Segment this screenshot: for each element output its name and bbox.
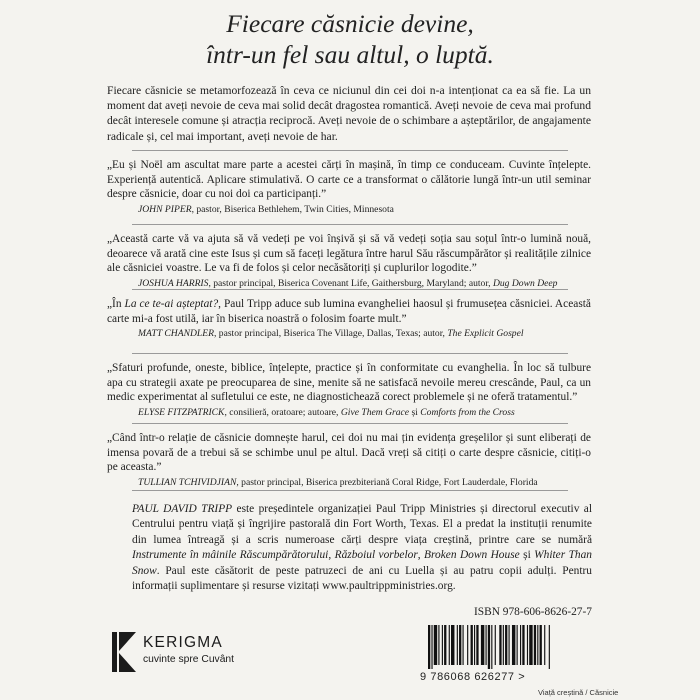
book-title: Instrumente în mâinile Răscumpărătorului — [132, 549, 329, 562]
endorsement-attribution — [107, 203, 591, 216]
endorser-book: Give Them Grace — [340, 406, 410, 418]
kerigma-k-icon — [112, 632, 138, 672]
endorsement-text: „În La ce te-ai așteptat?, Paul Tripp aduce sub lumina evangheliei haosul și frumusețea căsniciei. Această carte mi-a fost utilă, iar în biserica noastră o folosim foarte mult.” — [107, 298, 591, 325]
divider — [132, 150, 568, 151]
author-name: PAUL DAVID TRIPP — [132, 503, 233, 515]
endorser-role: , pastor, Biserica Bethlehem, Twin Cities, Minnesota — [191, 203, 394, 215]
publisher-name: KERIGMA — [143, 634, 223, 651]
divider — [132, 423, 568, 424]
intro-paragraph: Fiecare căsnicie se metamorfozează în ceva ce niciunul din cei doi n-a intenționat ca ea să fie. La un moment dat aveți nevoie de ceva mai solid decât dragostea romantică. Aveți nevoie de ceva mai profund decât interesele comune și atracția reciprocă. Aveți nevoie de o schimbare a așteptărilor, de angajamente radicale și, cel mai important, aveți nevoie de har. — [107, 84, 591, 143]
endorser-role: , consilieră, oratoare; autoare, — [224, 406, 341, 418]
author-bio: PAUL DAVID TRIPP este președintele organizației Paul Tripp Ministries și directorul executiv al Centrului pentru viață și îngrijire pastorală din Fort Worth, Texas. El a predat la instituții renumite din lumea întreagă și a scris numeroase cărți despre viața creștină, printre care se numără Instrumente în mâinile Răscumpărătorului, Războiul vorbelor, Broken Down House și Whiter Than Snow. Paul este căsătorit de peste patruzeci de ani cu Luella și au patru copii adulți. Pentru informații suplimentare și resurse vizitați www.paultrippministries.org. — [132, 503, 593, 593]
barcode — [420, 625, 600, 685]
headline — [0, 8, 700, 70]
endorsement-4 — [107, 361, 591, 419]
endorsement-1 — [107, 158, 591, 216]
endorsement-2 — [107, 232, 591, 290]
book-title: Broken Down House — [424, 549, 520, 562]
endorser-name: JOHN PIPER — [138, 203, 192, 215]
endorser-role: , pastor principal, Biserica Covenant Life, Gaithersburg, Maryland; autor, — [208, 277, 493, 289]
divider — [132, 224, 568, 225]
endorser-role: , pastor principal, Biserica The Village, Dallas, Texas; autor, — [213, 328, 448, 340]
quoted-book-title: La ce te-ai așteptat? — [124, 298, 219, 310]
endorser-name: ELYSE FITZPATRICK — [138, 406, 225, 418]
divider — [132, 353, 568, 354]
endorsement-text: „Când într-o relație de căsnicie domnește harul, cei doi nu mai țin evidența greșelilor și sunt eliberați de imensa povară de a trebui să se schimbe unul pe altul. Dacă vreți să citiți o carte despre căsnicie, citiți-o pe aceasta.” — [107, 432, 591, 474]
headline-line-2: într-un fel sau altul, o luptă. — [206, 40, 494, 69]
endorser-book-2: Comforts from the Cross — [420, 406, 515, 418]
series-label: Viață creștină / Căsnicie — [538, 688, 619, 697]
endorsement-attribution: ELYSE FITZPATRICK, consilieră, oratoare; autoare, Give Them Grace și Comforts from the Cross — [138, 406, 515, 418]
endorsement-attribution — [107, 277, 591, 290]
book-title: Whiter Than Snow — [132, 549, 593, 577]
book-title: Războiul vorbelor — [334, 549, 418, 562]
endorsement-3 — [107, 297, 591, 340]
isbn: ISBN 978-606-8626-27-7 — [473, 606, 592, 618]
endorser-name: JOSHUA HARRIS — [138, 277, 209, 289]
endorsement-attribution — [107, 476, 591, 489]
endorsement-5 — [107, 431, 591, 489]
barcode-bars — [428, 625, 600, 669]
endorser-name: MATT CHANDLER — [138, 328, 214, 340]
headline-line-1: Fiecare căsnicie devine, — [226, 9, 474, 38]
divider — [132, 490, 568, 491]
endorser-book: The Explicit Gospel — [447, 328, 524, 340]
barcode-number: 9 786068 626277 > — [420, 671, 526, 683]
publisher-tagline: cuvinte spre Cuvânt — [143, 654, 235, 665]
endorser-role: , pastor principal, Biserica prezbiteriană Coral Ridge, Fort Lauderdale, Florida — [236, 476, 538, 488]
endorser-name: TULLIAN TCHIVIDJIAN — [138, 476, 237, 488]
endorsement-text: „Sfaturi profunde, oneste, biblice, înțelepte, practice și în conformitate cu evanghelia. În loc să tulbure apa cu strategii axate pe preocuparea de sine, menite să ne satisfacă nevoile mereu crescânde, Paul, ca un medic experimentat al sufletului ce este, ne diagnostichează corect problemele și ne oferă tratamentul.” — [107, 362, 591, 404]
endorser-book: Dug Down Deep — [492, 277, 558, 289]
endorsement-attribution — [107, 327, 591, 340]
publisher-logo — [112, 632, 252, 676]
endorsement-text: „Această carte vă va ajuta să vă vedeți pe voi înșivă și să vă vedeți soția sau soțul într-o lumină nouă, deoarece vă arată cine este Isus și cum să faceți legătura între harul Său răscumpărător și realitățile zilnice ale căsniciei voastre. Le va fi de folos și celor necăsătoriți și cuplurilor logodite.” — [107, 233, 591, 275]
divider — [132, 289, 568, 290]
endorsement-text: „Eu și Noël am ascultat mare parte a acestei cărți în mașină, în timp ce conduceam. Cuvinte înțelepte. Experiență autentică. Aplicare stimulativă. O carte ce a transformat o călătorie lungă într-un util seminar despre căsnicie, doar cu noi doi ca participanți.” — [107, 159, 591, 201]
